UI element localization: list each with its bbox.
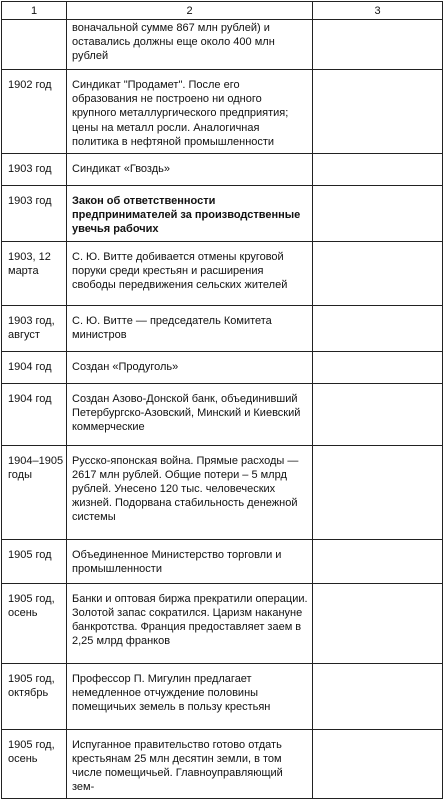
event-cell: Банки и оптовая биржа прекратили операции. Золотой запас сократился. Царизм накануне банкротства. Франция предоставляет заем в 2,25 млрд франков	[67, 583, 313, 663]
event-cell: Профессор П. Мигулин предлагает немедленное отчуждение половины помещичьих земель в пользу крестьян	[67, 663, 313, 729]
table-row	[2, 383, 443, 445]
table-row	[2, 539, 443, 583]
date-cell: 1905 год, осень	[2, 729, 67, 799]
table-row	[2, 663, 443, 729]
notes-cell	[313, 70, 443, 154]
table-row	[2, 186, 443, 242]
event-cell: Синдикат "Продамет". После его образования не построено ни одного крупного металлургического предприятия; цены на металл росли. Аналогичная политика в нефтяной промышленности	[67, 70, 313, 154]
notes-cell	[313, 445, 443, 539]
table-row	[2, 154, 443, 186]
notes-cell	[313, 539, 443, 583]
chronology-table	[1, 1, 443, 799]
notes-cell	[313, 186, 443, 242]
event-cell: Создан Азово-Донской банк, объединивший Петербургско-Азовский, Минский и Киевский коммерческие	[67, 383, 313, 445]
notes-cell	[313, 305, 443, 351]
date-cell: 1903 год	[2, 186, 67, 242]
date-cell	[2, 20, 67, 70]
notes-cell	[313, 729, 443, 799]
header-column-1: 1	[2, 2, 67, 20]
notes-cell	[313, 383, 443, 445]
event-cell: воначальной сумме 867 млн рублей) и оставались должны еще около 400 млн рублей	[67, 20, 313, 70]
header-row	[2, 2, 443, 20]
table-row	[2, 70, 443, 154]
date-cell: 1903 год	[2, 154, 67, 186]
event-cell: С. Ю. Витте добивается отмены круговой поруки среди крестьян и расширения свободы передвижения сельских жителей	[67, 241, 313, 305]
event-cell: Создан «Продуголь»	[67, 351, 313, 383]
notes-cell	[313, 154, 443, 186]
table-row	[2, 241, 443, 305]
table-row	[2, 583, 443, 663]
date-cell: 1904 год	[2, 351, 67, 383]
table-row	[2, 305, 443, 351]
event-cell: Закон об ответственности предпринимателей за производственные увечья рабочих	[67, 186, 313, 242]
table-row	[2, 20, 443, 70]
table-body	[2, 20, 443, 799]
date-cell: 1904–1905 годы	[2, 445, 67, 539]
date-cell: 1905 год, октябрь	[2, 663, 67, 729]
event-cell: С. Ю. Витте — председатель Комитета министров	[67, 305, 313, 351]
date-cell: 1904 год	[2, 383, 67, 445]
date-cell: 1905 год, осень	[2, 583, 67, 663]
date-cell: 1903 год, август	[2, 305, 67, 351]
notes-cell	[313, 20, 443, 70]
notes-cell	[313, 583, 443, 663]
table-row	[2, 445, 443, 539]
event-cell: Синдикат «Гвоздь»	[67, 154, 313, 186]
table-header	[2, 2, 443, 20]
date-cell: 1905 год	[2, 539, 67, 583]
event-cell: Испуганное правительство готово отдать крестьянам 25 млн десятин земли, в том числе помещичьей. Главноуправляющий зем-	[67, 729, 313, 799]
date-cell: 1903, 12 марта	[2, 241, 67, 305]
header-column-3: 3	[313, 2, 443, 20]
notes-cell	[313, 663, 443, 729]
notes-cell	[313, 351, 443, 383]
event-cell: Объединенное Министерство торговли и промышленности	[67, 539, 313, 583]
event-cell: Русско-японская война. Прямые расходы — 2617 млн рублей. Общие потери – 5 млрд рублей. Унесено 120 тыс. человеческих жизней. Подорвана стабильность денежной системы	[67, 445, 313, 539]
notes-cell	[313, 241, 443, 305]
table-row	[2, 351, 443, 383]
date-cell: 1902 год	[2, 70, 67, 154]
table-row	[2, 729, 443, 799]
header-column-2: 2	[67, 2, 313, 20]
